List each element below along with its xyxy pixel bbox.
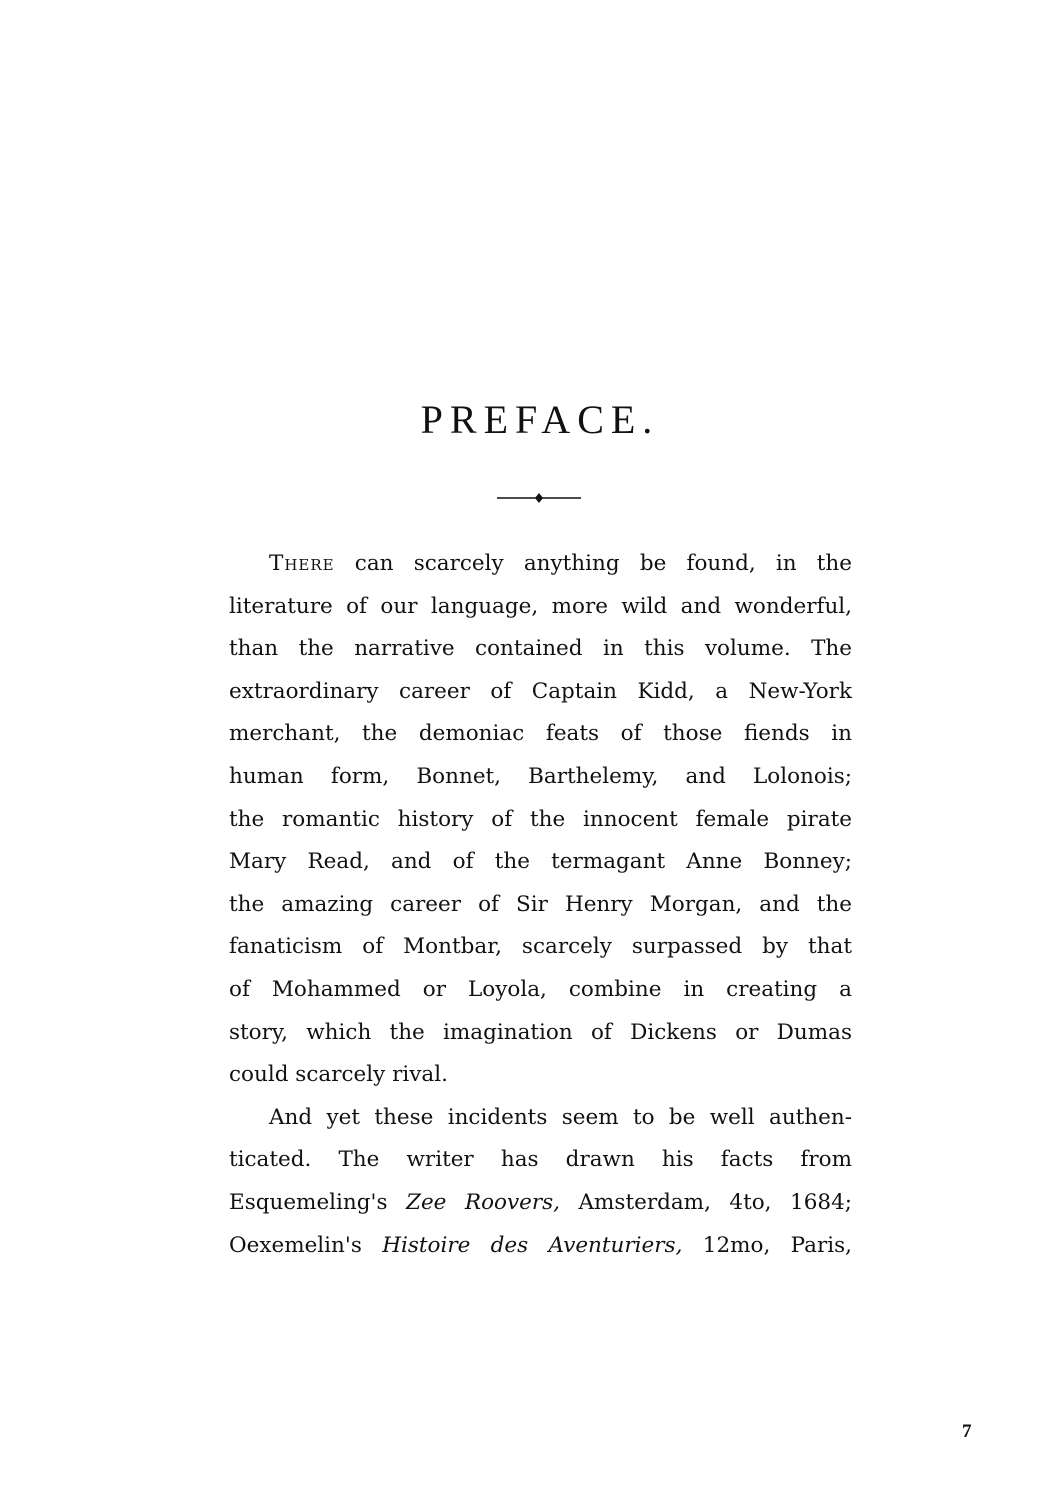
text-line: human form, Bonnet, Barthelemy, and Lolonois; — [229, 763, 852, 789]
text-line: literature of our language, more wild and wonderful, — [229, 593, 852, 619]
paragraph-2 — [229, 1097, 852, 1267]
text-line: of Mohammed or Loyola, combine in creating a — [229, 976, 852, 1002]
text-line — [229, 1182, 852, 1225]
text-line: Mary Read, and of the termagant Anne Bonney; — [229, 849, 852, 875]
text-segment: Oexemelin's — [229, 1232, 383, 1258]
book-title-italic: Zee Roovers, — [406, 1189, 560, 1215]
text-line: merchant, the demoniac feats of those fiends in — [229, 721, 852, 747]
text-segment: 12mo, Paris, — [682, 1232, 852, 1258]
text-line: ticated. The writer has drawn his facts from — [229, 1147, 852, 1173]
text-segment: Amsterdam, 4to, 1684; — [560, 1189, 852, 1215]
ornament-divider — [497, 490, 581, 506]
text-line: the romantic history of the innocent female pirate — [229, 806, 852, 832]
paragraph-1 — [229, 543, 852, 1097]
book-title-italic: Histoire des Aventuriers, — [382, 1232, 683, 1258]
text-segment: Esquemeling's — [229, 1189, 406, 1215]
text-line: could scarcely rival. — [229, 1062, 448, 1088]
text-line: the amazing career of Sir Henry Morgan, and the — [229, 891, 852, 917]
text-line: fanaticism of Montbar, scarcely surpassed by that — [229, 934, 852, 960]
drop-word: There — [269, 551, 335, 576]
page-title: PREFACE. — [420, 397, 660, 442]
text-line — [229, 543, 852, 586]
text-line — [229, 1225, 852, 1268]
text-line: story, which the imagination of Dickens or Dumas — [229, 1019, 852, 1045]
text-line: And yet these incidents seem to be well authen- — [269, 1104, 852, 1130]
page-number: 7 — [962, 1421, 972, 1442]
text-line: extraordinary career of Captain Kidd, a New-York — [229, 678, 852, 704]
text-line: than the narrative contained in this volume. The — [229, 636, 852, 662]
text-line-rest: can scarcely anything be found, in the — [334, 551, 852, 576]
preface-text — [229, 543, 852, 1267]
